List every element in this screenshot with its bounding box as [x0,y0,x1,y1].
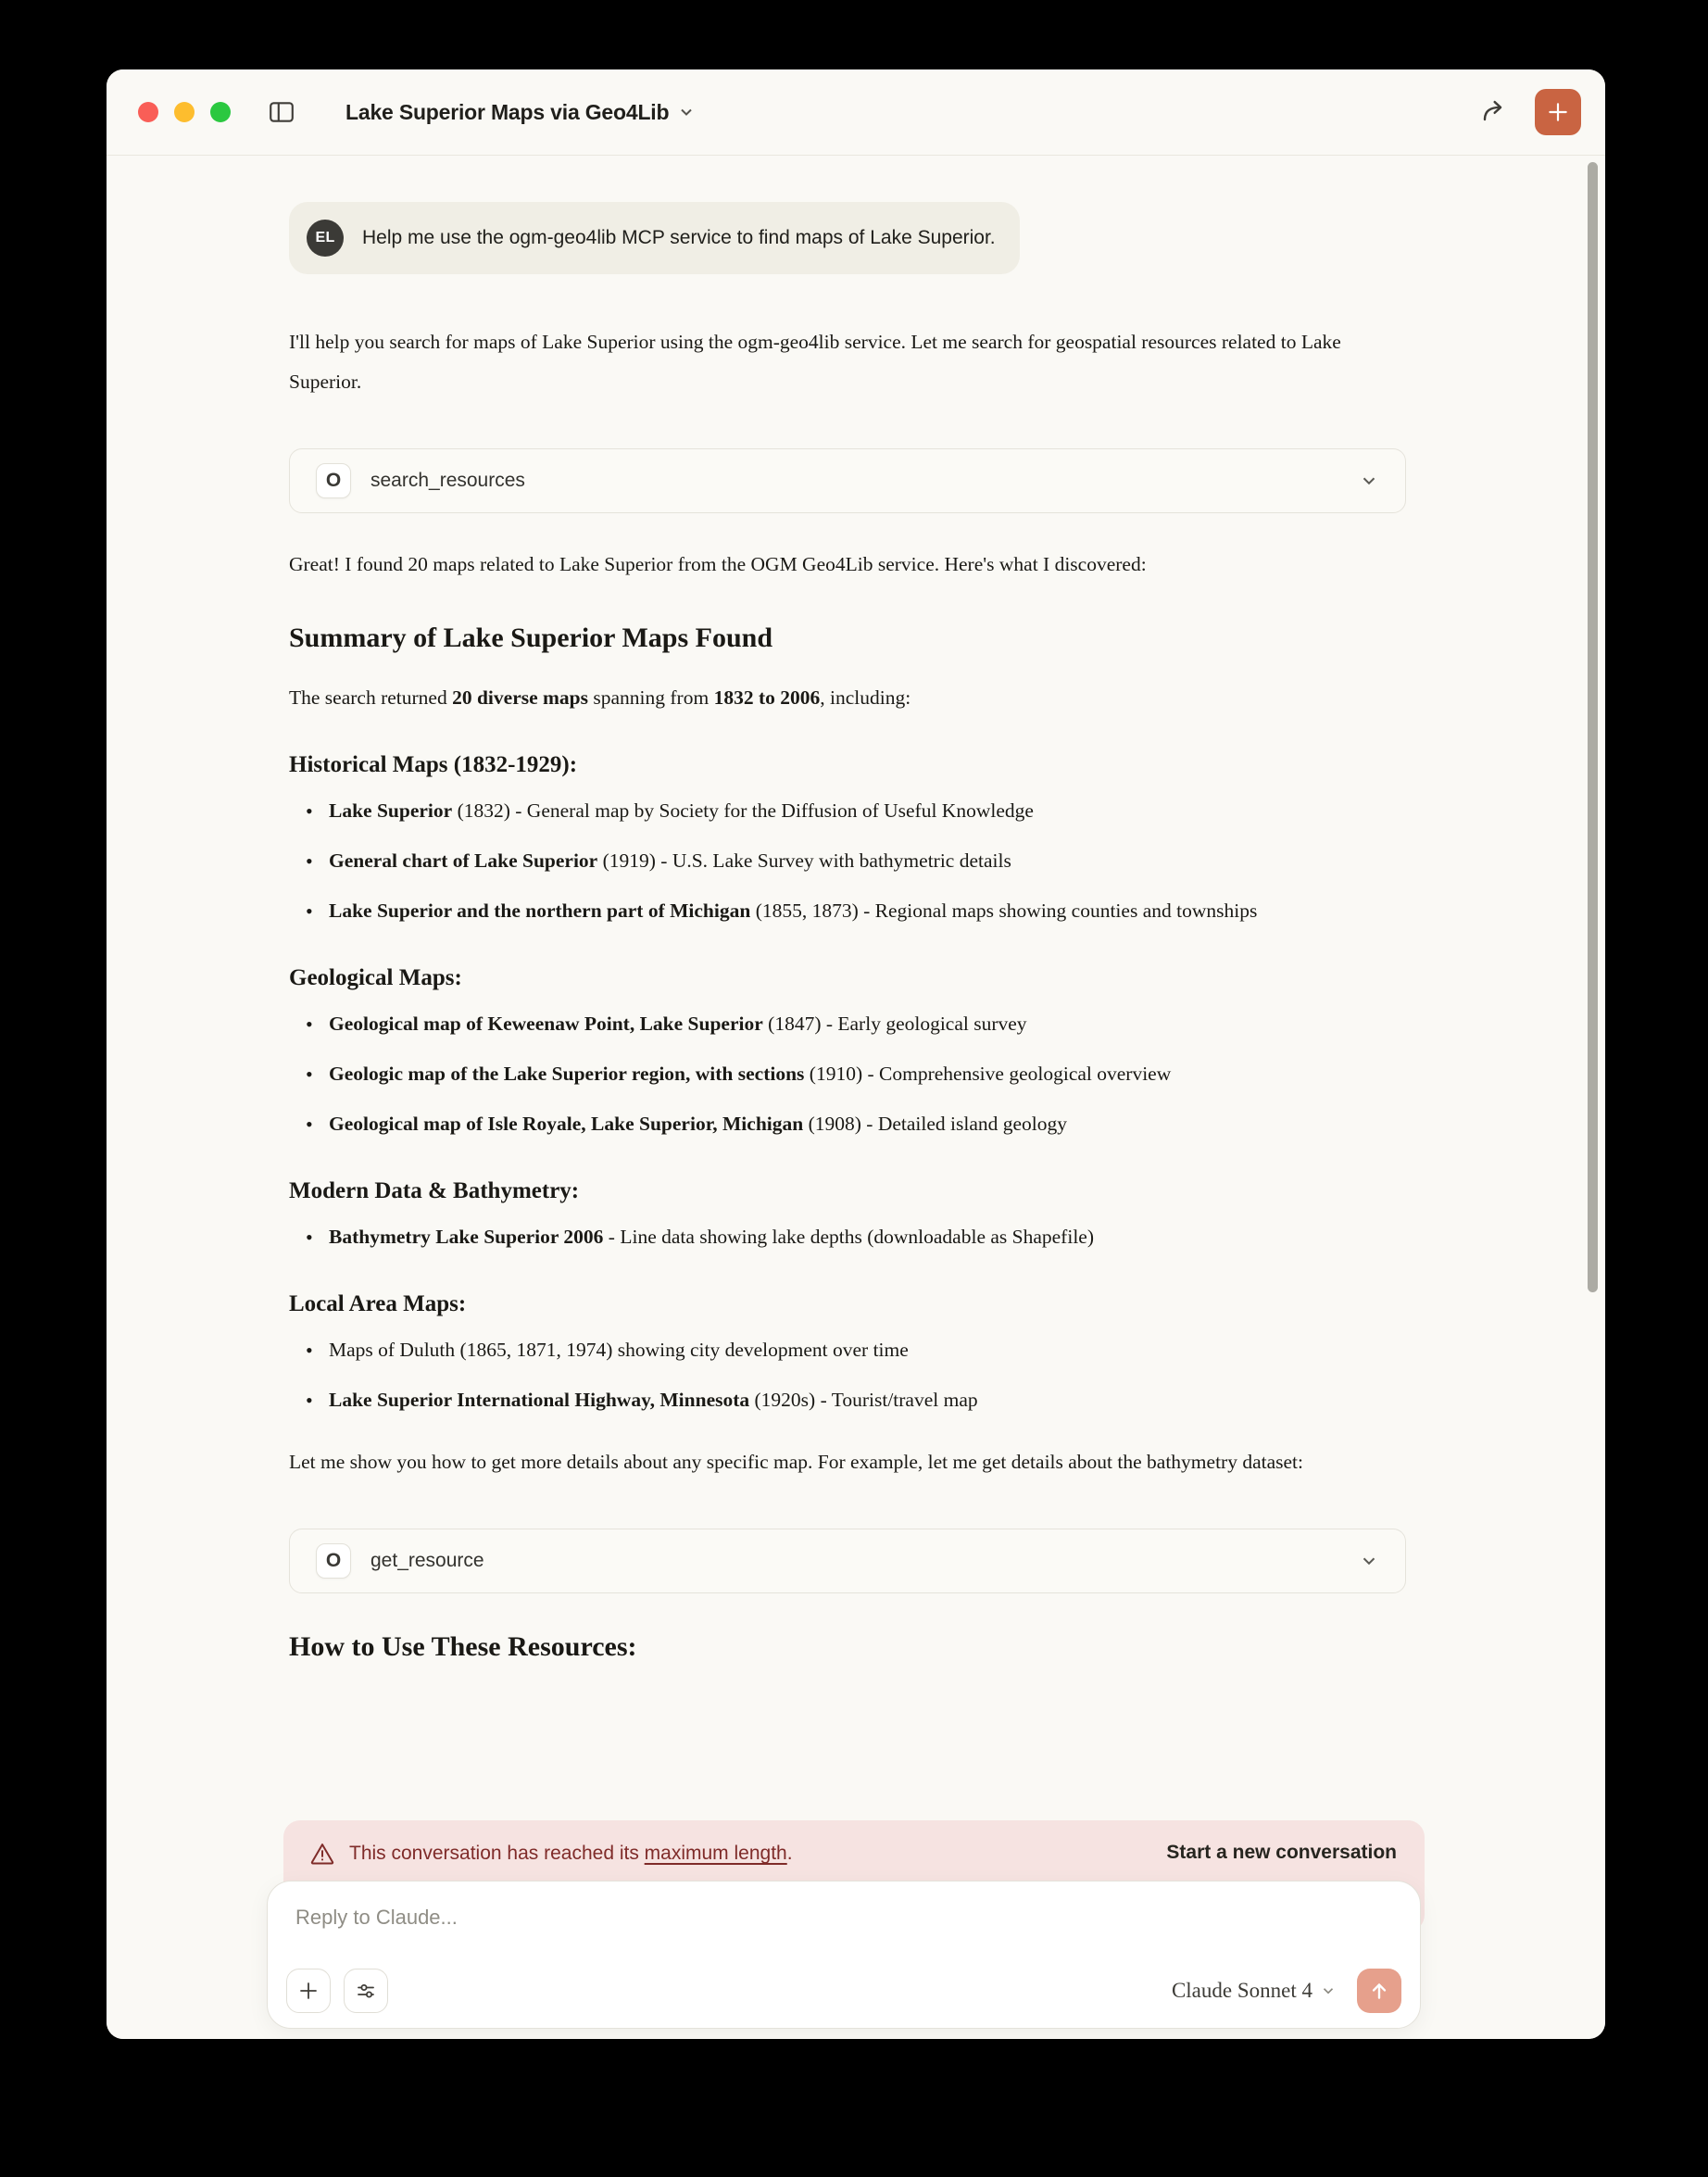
sliders-icon [355,1980,377,2002]
tools-settings-button[interactable] [344,1969,388,2013]
conversation-title-dropdown[interactable] [345,100,696,125]
list-item: • Bathymetry Lake Superior 2006 - Line data showing lake depths (downloadable as Shapefile) [289,1217,1406,1257]
usage-heading: How to Use These Resources: [289,1631,637,1662]
model-name: Claude Sonnet 4 [1171,1979,1312,2002]
reply-input[interactable]: Reply to Claude... [295,1906,458,1929]
list-item: • Geological map of Isle Royale, Lake Superior, Michigan (1908) - Detailed island geology [289,1104,1406,1144]
plus-icon [1546,100,1570,124]
tool-name: get_resource [370,1550,484,1571]
start-new-conversation-button[interactable]: Start a new conversation [1166,1842,1397,1863]
model-selector[interactable] [1172,1979,1337,2003]
composer [267,1881,1421,2029]
section-list [289,1217,1406,1257]
summary-heading: Summary of Lake Superior Maps Found [289,623,773,653]
map-category-section [289,963,1406,1144]
section-list [289,1004,1406,1144]
tool-provider-icon: O [316,1543,351,1579]
map-category-section [289,1289,1406,1420]
plus-icon [297,1980,320,2002]
section-list [289,1330,1406,1420]
map-sections [289,749,1406,1420]
section-heading: Local Area Maps: [289,1291,467,1316]
chat-scroll-area[interactable] [107,156,1605,2039]
list-item: • Geological map of Keweenaw Point, Lake Superior (1847) - Early geological survey [289,1004,1406,1044]
traffic-light-minimize[interactable] [174,102,195,122]
list-item: • Geologic map of the Lake Superior region, with sections (1910) - Comprehensive geological overview [289,1054,1406,1094]
avatar: EL [307,220,344,257]
user-message-bubble [289,202,1020,274]
sidebar-toggle-icon[interactable] [268,98,295,126]
maximum-length-link[interactable]: maximum length [644,1843,787,1864]
section-list [289,791,1406,931]
summary-paragraph: The search returned 20 diverse maps spanning from 1832 to 2006, including: [289,686,911,709]
title-bar [107,69,1605,156]
page-title: Lake Superior Maps via Geo4Lib [345,99,670,124]
tool-call-get-resource[interactable] [289,1529,1406,1593]
attach-button[interactable] [286,1969,331,2013]
section-heading: Geological Maps: [289,965,462,990]
new-chat-button[interactable] [1535,89,1581,135]
tool-call-search-resources[interactable] [289,448,1406,513]
app-window [107,69,1605,2039]
arrow-up-icon [1367,1979,1391,2003]
assistant-found-paragraph: Great! I found 20 maps related to Lake Superior from the OGM Geo4Lib service. Here's what I discovered: [289,553,1147,575]
banner-message: This conversation has reached its maximum length. [349,1843,793,1864]
map-category-section [289,1176,1406,1257]
section-heading: Historical Maps (1832-1929): [289,752,578,777]
list-item: • General chart of Lake Superior (1919) - U.S. Lake Survey with bathymetric details [289,841,1406,881]
map-category-section [289,749,1406,931]
traffic-light-zoom[interactable] [210,102,231,122]
section-heading: Modern Data & Bathymetry: [289,1178,580,1203]
chevron-down-icon [1359,1551,1379,1571]
chevron-down-icon [1320,1982,1337,1999]
list-item: • Lake Superior and the northern part of Michigan (1855, 1873) - Regional maps showing counties and townships [289,891,1406,931]
traffic-light-close[interactable] [138,102,158,122]
assistant-intro-paragraph: I'll help you search for maps of Lake Superior using the ogm-geo4lib service. Let me search for geospatial resources related to Lake Superior. [289,331,1341,393]
traffic-lights [138,102,231,122]
warning-icon [309,1841,335,1867]
scrollbar-thumb[interactable] [1588,162,1598,1292]
tool-name: search_resources [370,470,525,491]
user-message-text: Help me use the ogm-geo4lib MCP service to find maps of Lake Superior. [362,227,996,248]
tool-provider-icon: O [316,463,351,498]
chevron-down-icon [677,103,696,121]
share-icon[interactable] [1479,97,1509,127]
details-paragraph: Let me show you how to get more details about any specific map. For example, let me get details about the bathymetry dataset: [289,1451,1303,1473]
send-button[interactable] [1357,1969,1401,2013]
list-item: • Maps of Duluth (1865, 1871, 1974) showing city development over time [289,1330,1406,1370]
chevron-down-icon [1359,471,1379,491]
list-item: • Lake Superior International Highway, Minnesota (1920s) - Tourist/travel map [289,1380,1406,1420]
list-item: • Lake Superior (1832) - General map by Society for the Diffusion of Useful Knowledge [289,791,1406,831]
